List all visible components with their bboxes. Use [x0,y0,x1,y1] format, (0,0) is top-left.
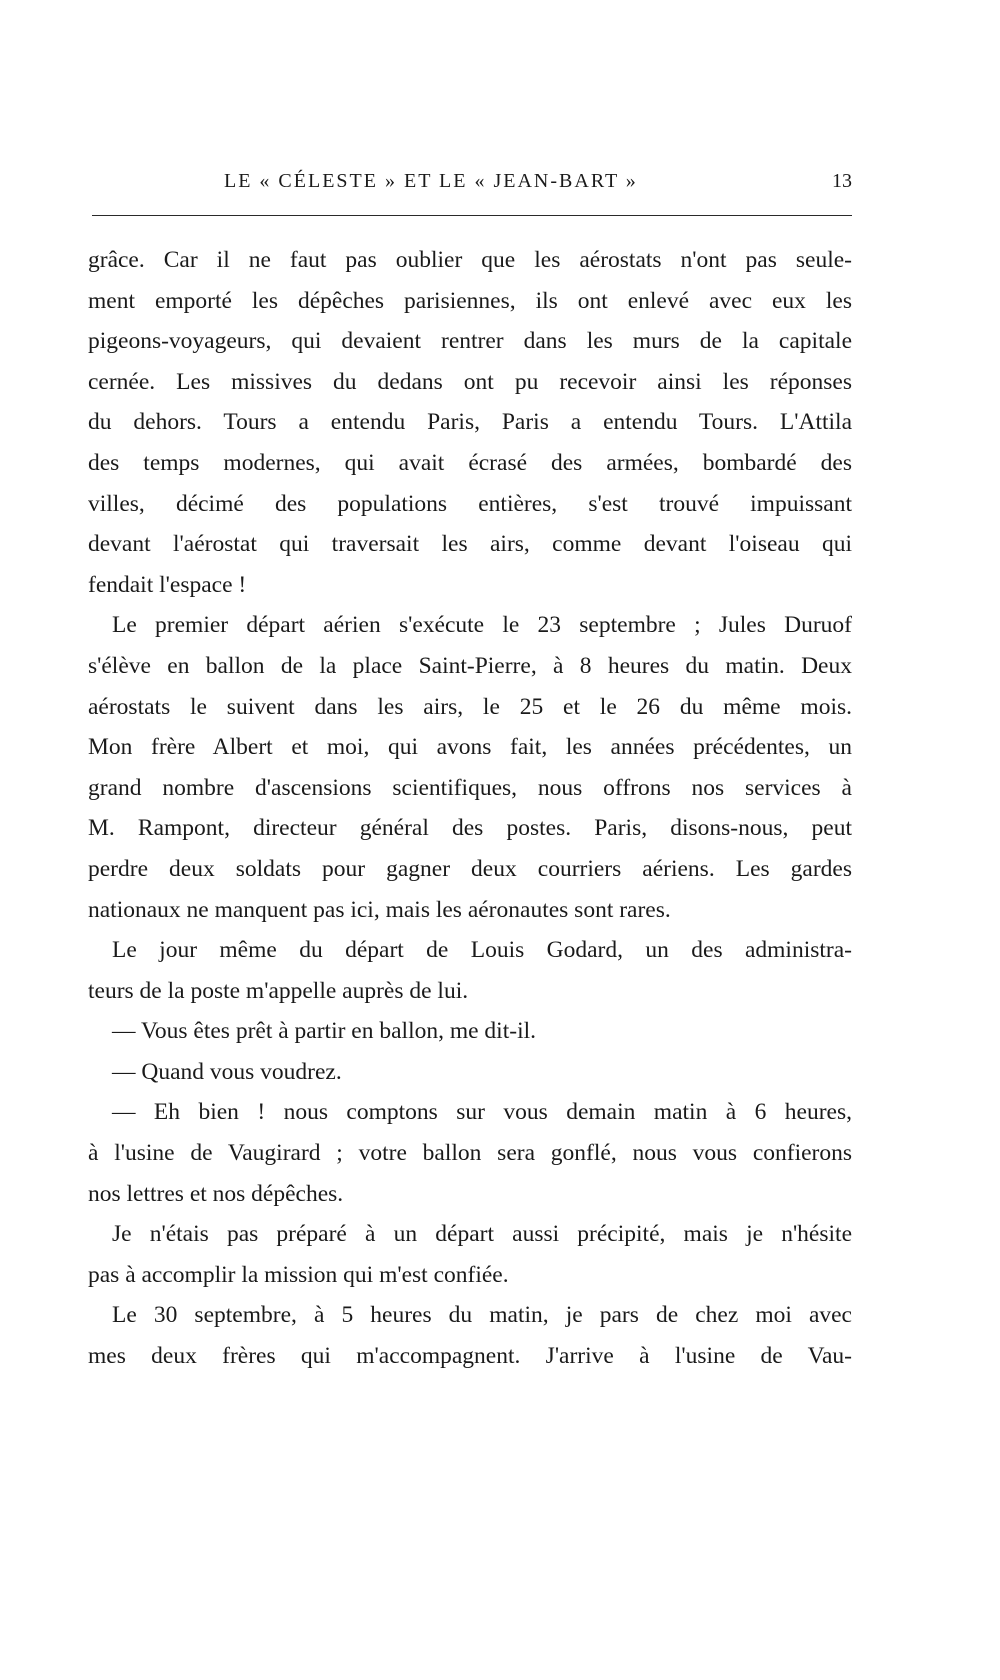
text-line: grand nombre d'ascensions scientifiques, nous offrons nos services à [88,774,852,801]
text-line: Le 30 septembre, à 5 heures du matin, je pars de chez moi avec [112,1302,852,1329]
text-line: — Vous êtes prêt à partir en ballon, me dit-il. [112,1018,536,1045]
text-line: Le jour même du départ de Louis Godard, un des administra- [112,937,852,964]
text-line: des temps modernes, qui avait écrasé des armées, bombardé des [88,449,852,476]
text-line: teurs de la poste m'appelle auprès de lui. [88,977,469,1004]
text-line: aérostats le suivent dans les airs, le 25 et le 26 du même mois. [88,693,852,720]
text-line: pas à accomplir la mission qui m'est confiée. [88,1261,509,1288]
page-number: 13 [832,170,852,192]
running-title: LE « CÉLESTE » ET LE « JEAN-BART » [224,170,638,192]
text-line: perdre deux soldats pour gagner deux courriers aériens. Les gardes [88,855,852,882]
text-line: M. Rampont, directeur général des postes. Paris, disons-nous, peut [88,815,852,842]
text-line: Le premier départ aérien s'exécute le 23 septembre ; Jules Duruof [112,612,852,639]
header-rule [92,215,852,216]
text-line: Je n'étais pas préparé à un départ aussi précipité, mais je n'hésite [112,1221,852,1248]
page-header [92,170,852,200]
text-line: mes deux frères qui m'accompagnent. J'arrive à l'usine de Vau- [88,1343,852,1370]
text-line: nationaux ne manquent pas ici, mais les aéronautes sont rares. [88,896,671,923]
text-line: fendait l'espace ! [88,571,247,598]
text-line: — Quand vous voudrez. [112,1058,342,1085]
text-line: grâce. Car il ne faut pas oublier que les aérostats n'ont pas seule- [88,247,852,273]
text-line: à l'usine de Vaugirard ; votre ballon sera gonflé, nous vous confierons [88,1140,852,1167]
text-line: du dehors. Tours a entendu Paris, Paris a entendu Tours. L'Attila [88,409,852,436]
text-line: pigeons-voyageurs, qui devaient rentrer dans les murs de la capitale [88,328,852,355]
text-line: Mon frère Albert et moi, qui avons fait, les années précédentes, un [88,734,852,761]
text-line: devant l'aérostat qui traversait les airs, comme devant l'oiseau qui [88,531,852,558]
text-line: ment emporté les dépêches parisiennes, ils ont enlevé avec eux les [88,287,852,314]
body-text [88,240,852,1377]
text-line: — Eh bien ! nous comptons sur vous demain matin à 6 heures, [112,1099,852,1126]
text-line: nos lettres et nos dépêches. [88,1180,344,1207]
text-line: cernée. Les missives du dedans ont pu recevoir ainsi les réponses [88,368,852,395]
text-line: villes, décimé des populations entières, s'est trouvé impuissant [88,490,852,517]
text-line: s'élève en ballon de la place Saint-Pierre, à 8 heures du matin. Deux [88,652,852,679]
